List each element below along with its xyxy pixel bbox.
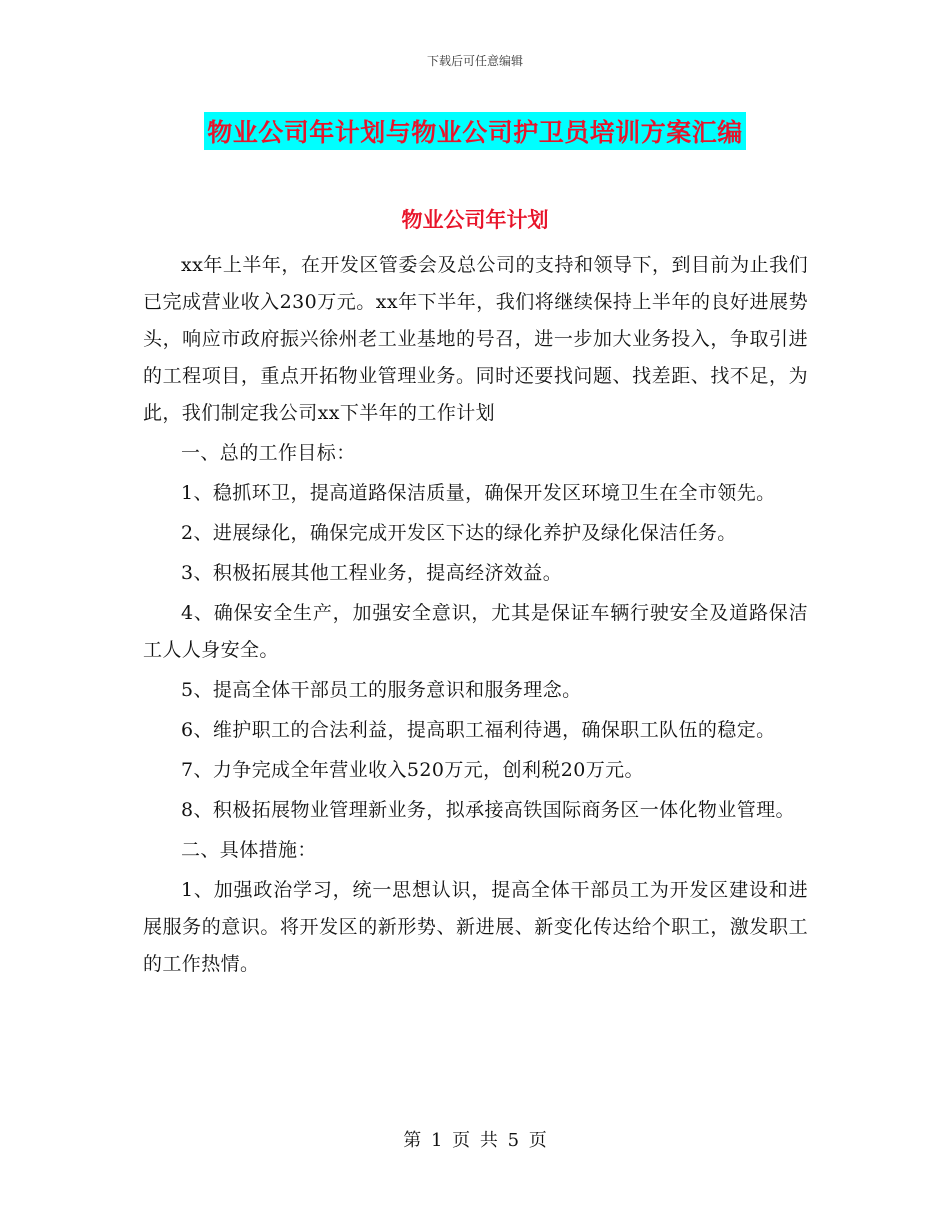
goal-item: 2、进展绿化，确保完成开发区下达的绿化养护及绿化保洁任务。 [181,522,737,544]
page-footer: 第 1 页 共 5 页 [403,1130,547,1151]
goal-item: 4、确保安全生产，加强安全意识，尤其是保证车辆行驶安全及道路保洁工人人身安全。 [143,602,808,661]
goal-item: 7、力争完成全年营业收入520万元，创利税20万元。 [181,759,644,781]
measure-item: 1、加强政治学习，统一思想认识，提高全体干部员工为开发区建设和进展服务的意识。将开发区的新形势、新进展、新变化传达给个职工，激发职工的工作热情。 [143,879,808,975]
document-title: 物业公司年计划与物业公司护卫员培训方案汇编 [204,112,746,150]
goal-item: 5、提高全体干部员工的服务意识和服务理念。 [181,679,582,701]
document-body [143,247,808,983]
goal-item: 8、积极拓展物业管理新业务，拟承接高铁国际商务区一体化物业管理。 [181,799,795,821]
heading-specific-measures: 二、具体措施： [181,839,317,861]
goal-item: 6、维护职工的合法利益，提高职工福利待遇，确保职工队伍的稳定。 [181,719,776,741]
header-note: 下载后可任意编辑 [426,54,523,68]
goal-item: 3、积极拓展其他工程业务，提高经济效益。 [181,562,563,584]
heading-overall-goals: 一、总的工作目标： [181,442,356,464]
section-title: 物业公司年计划 [401,208,549,232]
goal-item: 1、稳抓环卫，提高道路保洁质量，确保开发区环境卫生在全市领先。 [181,482,776,504]
paragraph-intro: xx年上半年，在开发区管委会及总公司的支持和领导下，到目前为止我们已完成营业收入230万元。xx年下半年，我们将继续保持上半年的良好进展势头，响应市政府振兴徐州老工业基地的号召，进一步加大业务投入，争取引进的工程项目，重点开拓物业管理业务。同时还要找问题、找差距、找不足，为此，我们制定我公司xx下半年的工作计划 [143,254,808,424]
main-title-container [0,112,950,150]
